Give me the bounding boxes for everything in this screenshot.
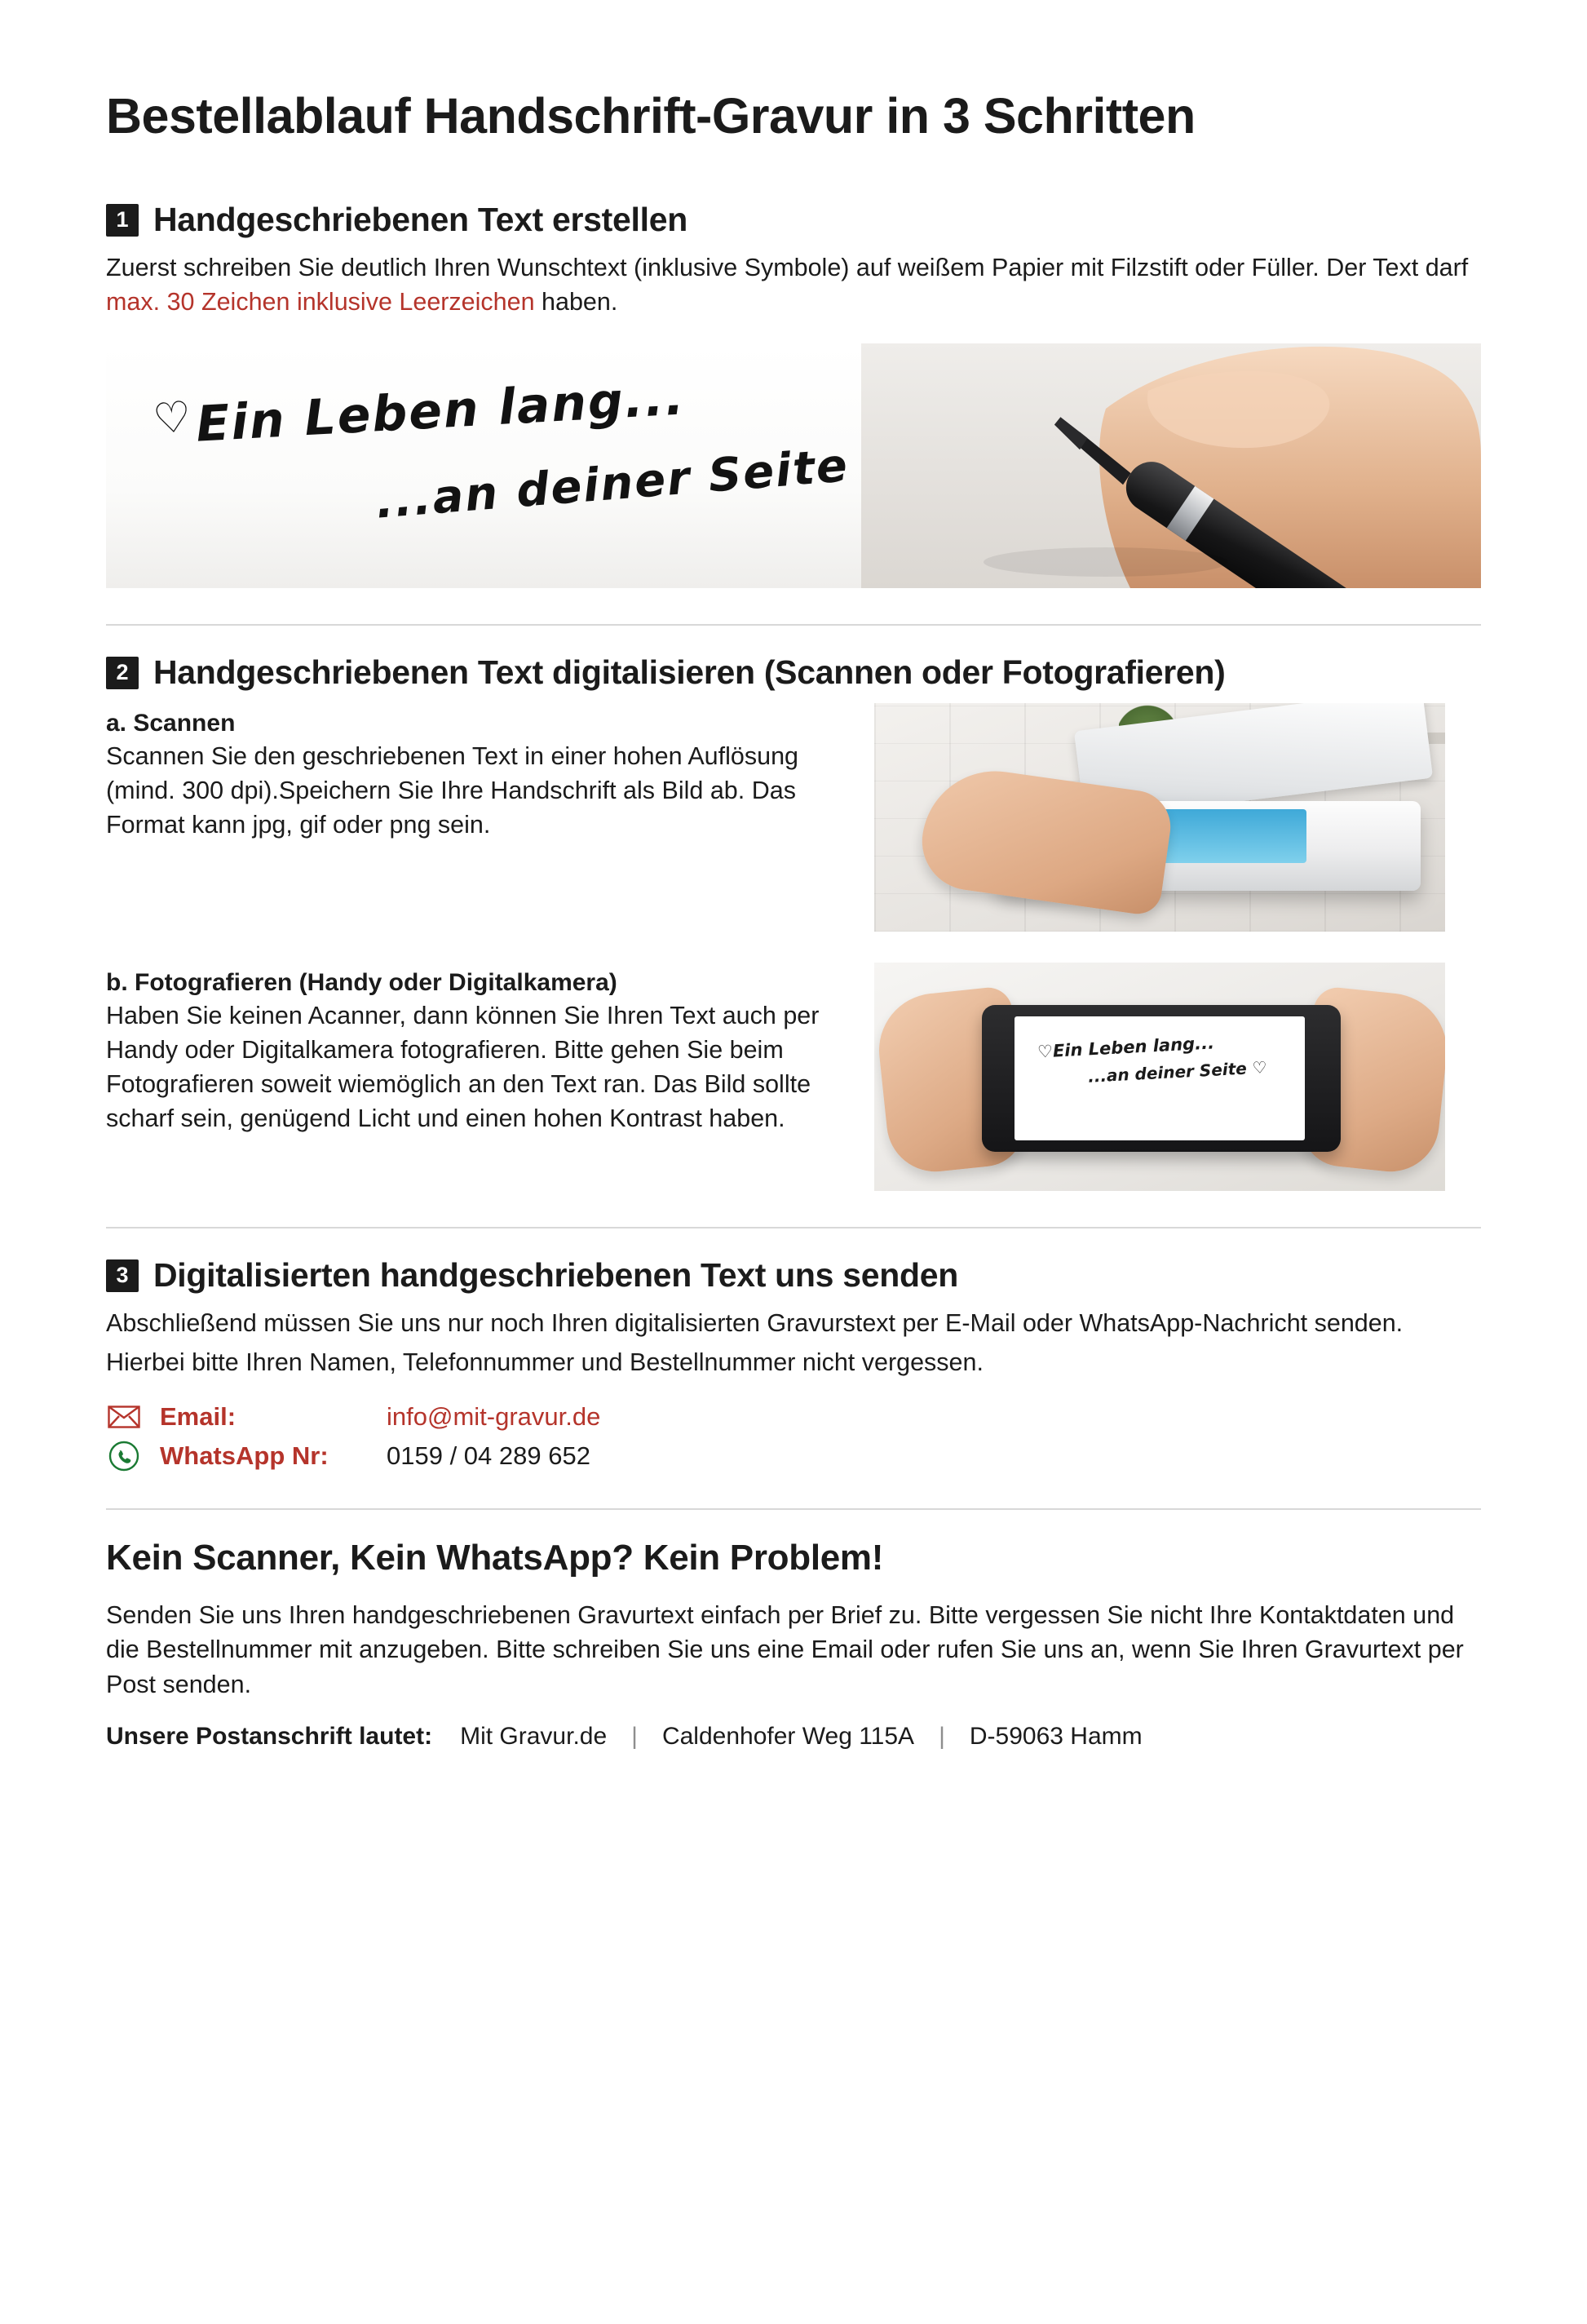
whatsapp-icon	[106, 1440, 142, 1472]
step-2b-text-column	[106, 963, 840, 1135]
postal-company: Mit Gravur.de	[460, 1722, 608, 1750]
step-2-title: Handgeschriebenen Text digitalisieren (Scannen oder Fotografieren)	[153, 653, 1226, 692]
step-1-title: Handgeschriebenen Text erstellen	[153, 201, 687, 239]
step-3-paragraph-2: Hierbei bitte Ihren Namen, Telefonnummer und Bestellnummer nicht vergessen.	[106, 1348, 984, 1377]
step-3-paragraph-1: Abschließend müssen Sie uns nur noch Ihren digitalisierten Gravurstext per E-Mail oder WhatsApp-Nachricht senden.	[106, 1309, 1404, 1338]
scanner-photo	[874, 703, 1445, 932]
whatsapp-label: WhatsApp Nr:	[160, 1441, 329, 1471]
footer-paragraph: Senden Sie uns Ihren handgeschriebenen Gravurtext einfach per Brief zu. Bitte vergessen Sie nicht Ihre Kontaktdaten und die Bestellnummer mit anzugeben. Bitte schreiben Sie uns eine Email oder rufen Sie uns an, wenn Sie Ihren Gravurtext per Post senden.	[106, 1601, 1464, 1698]
smartphone-photo	[874, 963, 1445, 1191]
footer-section	[106, 1538, 1481, 1750]
step-3-title: Digitalisierten handgeschriebenen Text uns senden	[153, 1256, 958, 1295]
step-1-heading	[106, 201, 1481, 239]
postal-separator-1: |	[631, 1722, 638, 1750]
step-2-section	[106, 653, 1481, 1191]
step-1-number: 1	[106, 204, 139, 237]
step-2a-heading: a. Scannen	[106, 710, 236, 737]
step-3-section	[106, 1256, 1481, 1472]
step-1-section	[106, 201, 1481, 588]
contact-list	[106, 1401, 1481, 1472]
email-value[interactable]: info@mit-gravur.de	[387, 1402, 601, 1432]
step-2a-row	[106, 703, 1481, 932]
contact-row-whatsapp[interactable]	[106, 1440, 1481, 1472]
postal-label: Unsere Postanschrift lautet:	[106, 1722, 433, 1750]
step-3-number: 3	[106, 1259, 139, 1292]
divider-3	[106, 1508, 1481, 1510]
handwriting-line-2: ...an deiner Seite	[374, 439, 851, 529]
envelope-icon	[106, 1401, 142, 1433]
divider-1	[106, 624, 1481, 626]
step-1-paragraph	[106, 250, 1481, 319]
postal-separator-2: |	[939, 1722, 945, 1750]
contact-row-email[interactable]	[106, 1401, 1481, 1433]
step-2a-paragraph: Scannen Sie den geschriebenen Text in einer hohen Auflösung (mind. 300 dpi).Speichern Sie Ihre Handschrift als Bild ab. Das Format kann jpg, gif oder png sein.	[106, 742, 798, 839]
pen-and-hand-illustration	[861, 343, 1481, 588]
email-label: Email:	[160, 1402, 237, 1432]
page-title: Bestellablauf Handschrift-Gravur in 3 Schritten	[106, 88, 1196, 144]
step-1-highlight: max. 30 Zeichen inklusive Leerzeichen	[106, 288, 535, 317]
step-2a-text-column	[106, 703, 840, 842]
divider-2	[106, 1227, 1481, 1228]
step-2b-heading: b. Fotografieren (Handy oder Digitalkamera)	[106, 969, 617, 997]
step-2b-paragraph: Haben Sie keinen Acanner, dann können Sie Ihren Text auch per Handy oder Digitalkamera fotografieren. Bitte gehen Sie beim Fotografieren soweit wiemöglich an den Text ran. Das Bild sollte scharf sein, genügend Licht und einen hohen Kontrast haben.	[106, 1002, 820, 1133]
footer-title: Kein Scanner, Kein WhatsApp? Kein Problem!	[106, 1538, 884, 1578]
step-1-text-before: Zuerst schreiben Sie deutlich Ihren Wunschtext (inklusive Symbole) auf weißem Papier mit Filzstift oder Füller. Der Text darf	[106, 254, 1469, 282]
step-2-number: 2	[106, 657, 139, 689]
step-2-heading	[106, 653, 1481, 692]
heart-icon-left: ♡	[151, 392, 194, 445]
step-2b-row	[106, 963, 1481, 1191]
handwriting-sample-photo	[106, 343, 1481, 588]
step-1-text-after: haben.	[534, 288, 618, 317]
postal-city: D-59063 Hamm	[969, 1722, 1143, 1750]
phone-handwriting-line-2: ...an deiner Seite ♡	[1087, 1057, 1268, 1087]
postal-street: Caldenhofer Weg 115A	[661, 1722, 915, 1750]
handwriting-line-1: Ein Leben lang...	[194, 369, 687, 454]
phone-handwriting-line-1: ♡Ein Leben lang...	[1037, 1033, 1215, 1062]
step-3-heading	[106, 1256, 1481, 1295]
whatsapp-value[interactable]: 0159 / 04 289 652	[387, 1441, 590, 1471]
postal-address-row	[106, 1723, 1481, 1751]
